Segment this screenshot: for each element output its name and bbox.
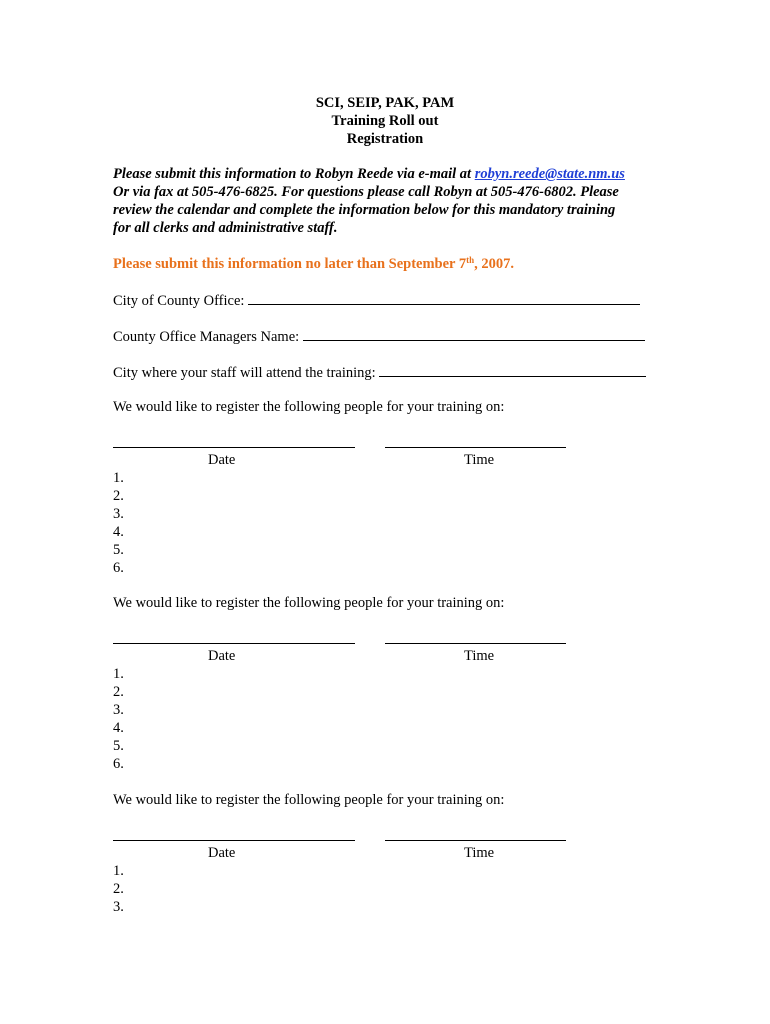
attend-city-label: City where your staff will attend the training: xyxy=(113,365,380,381)
title-line-1: SCI, SEIP, PAK, PAM xyxy=(315,95,455,111)
document-title xyxy=(0,94,770,148)
registration-intro: We would like to register the following people for your training on: xyxy=(113,792,505,808)
list-item: 3. xyxy=(113,899,124,915)
list-item: 2. xyxy=(113,488,124,504)
time-blank[interactable] xyxy=(385,643,566,644)
time-label: Time xyxy=(464,452,495,468)
instructions-line-3: review the calendar and complete the information below for this mandatory training xyxy=(113,202,616,218)
instructions-line-2: Or via fax at 505-476-6825. For questions please call Robyn at 505-476-6802. Please xyxy=(113,184,619,200)
time-label: Time xyxy=(464,648,495,664)
attendee-number-list xyxy=(113,469,124,577)
list-item: 6. xyxy=(113,560,124,576)
list-item: 2. xyxy=(113,881,124,897)
date-blank[interactable] xyxy=(113,447,355,448)
list-item: 4. xyxy=(113,720,124,736)
managers-name-field xyxy=(113,326,645,346)
instructions-line-1 xyxy=(113,165,673,183)
list-item: 2. xyxy=(113,684,124,700)
list-item: 6. xyxy=(113,756,124,772)
date-blank[interactable] xyxy=(113,643,355,644)
registration-intro: We would like to register the following people for your training on: xyxy=(113,595,505,611)
list-item: 3. xyxy=(113,702,124,718)
title-line-2: Training Roll out xyxy=(331,113,439,129)
deadline-prefix: Please submit this information no later than September 7 xyxy=(113,256,467,272)
time-blank[interactable] xyxy=(385,840,566,841)
list-item: 1. xyxy=(113,666,124,682)
city-office-field xyxy=(113,290,640,310)
list-item: 1. xyxy=(113,863,124,879)
deadline-suffix: , 2007. xyxy=(474,256,514,272)
date-label: Date xyxy=(208,648,236,664)
list-item: 1. xyxy=(113,470,124,486)
instructions-line-1-text: Please submit this information to Robyn Reede via e-mail at xyxy=(113,166,475,182)
deadline-ordinal: th xyxy=(466,255,475,265)
city-office-blank[interactable] xyxy=(248,290,640,305)
attendee-number-list xyxy=(113,665,124,773)
time-blank[interactable] xyxy=(385,447,566,448)
instructions-line-4: for all clerks and administrative staff. xyxy=(113,220,338,236)
date-label: Date xyxy=(208,845,236,861)
managers-name-label: County Office Managers Name: xyxy=(113,329,303,345)
email-link[interactable]: robyn.reede@state.nm.us xyxy=(474,166,625,182)
list-item: 4. xyxy=(113,524,124,540)
attendee-number-list xyxy=(113,862,124,916)
date-blank[interactable] xyxy=(113,840,355,841)
list-item: 3. xyxy=(113,506,124,522)
list-item: 5. xyxy=(113,738,124,754)
registration-intro: We would like to register the following people for your training on: xyxy=(113,399,505,415)
attend-city-blank[interactable] xyxy=(379,362,646,377)
list-item: 5. xyxy=(113,542,124,558)
managers-name-blank[interactable] xyxy=(303,326,645,341)
time-label: Time xyxy=(464,845,495,861)
title-line-3: Registration xyxy=(346,131,424,147)
city-office-label: City of County Office: xyxy=(113,293,249,309)
instructions-paragraph xyxy=(113,165,673,237)
date-label: Date xyxy=(208,452,236,468)
deadline-notice xyxy=(113,255,514,273)
attend-city-field xyxy=(113,362,646,382)
